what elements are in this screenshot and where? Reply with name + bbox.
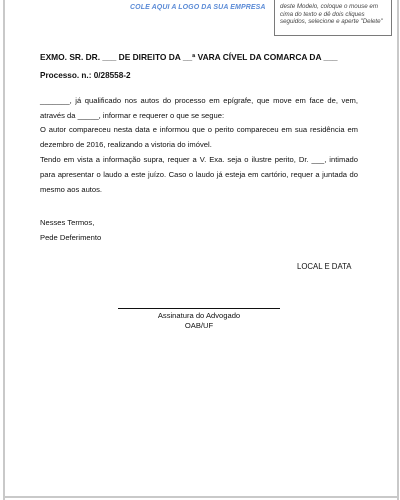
- document-heading: EXMO. SR. DR. ___ DE DIREITO DA __ª VARA CÍVEL DA COMARCA DA ___: [40, 52, 338, 62]
- process-number: Processo. n.: 0/28558-2: [40, 71, 131, 80]
- closing-request: Pede Deferimento: [40, 233, 102, 242]
- local-and-date: LOCAL E DATA: [297, 262, 352, 271]
- instruction-hint-box: deste Modelo, coloque o mouse em cima do texto e dê dois cliques seguidos, selecione e aperte "Delete": [274, 0, 392, 36]
- logo-placeholder[interactable]: COLE AQUI A LOGO DA SUA EMPRESA: [130, 4, 266, 11]
- signature-line: [118, 308, 280, 309]
- page-border-left: [3, 0, 5, 500]
- closing-terms: Nesses Termos,: [40, 218, 95, 227]
- paragraph-request: Tendo em vista a informação supra, requer a V. Exa. seja o ilustre perito, Dr. ___, intimado para apresentar o laudo a este juízo. Caso o laudo já esteja em cartório, requer a juntada do mesmo aos autos.: [40, 155, 358, 194]
- paragraph-intro: _______, já qualificado nos autos do processo em epígrafe, que move em face de, vem, através da _____, informar e requerer o que se segue:: [40, 96, 358, 120]
- oab-label: OAB/UF: [184, 321, 214, 330]
- paragraph-facts: O autor compareceu nesta data e informou que o perito compareceu em sua residência em dezembro de 2016, realizando a vistoria do imóvel.: [40, 125, 358, 149]
- signature-label: Assinatura do Advogado: [157, 311, 241, 320]
- page-border-bottom: [3, 496, 399, 498]
- page-border-right: [397, 0, 399, 500]
